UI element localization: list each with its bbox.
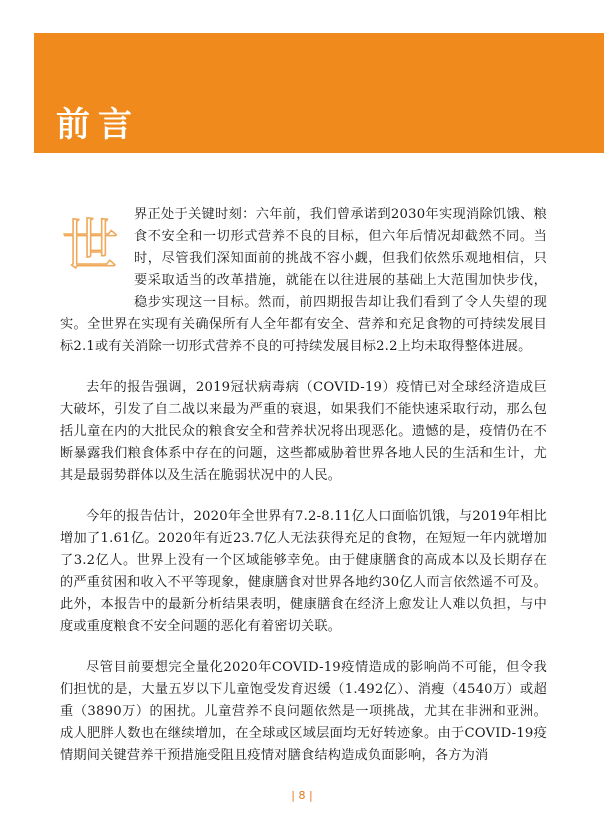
header-banner xyxy=(34,33,604,153)
paragraph-2: 去年的报告强调，2019冠状病毒病（COVID-19）疫情已对全球经济造成巨大破坏，引发了自二战以来最为严重的衰退，如果我们不能快速采取行动，那么包括儿童在内的大批民众的粮食安全和营养状况将出现恶化。遗憾的是，疫情仍在不断暴露我们粮食体系中存在的问题，这些都威胁着世界各地人民的生活和生计，尤其是最弱势群体以及生活在脆弱状况中的人民。 xyxy=(60,380,547,483)
paragraph-4: 尽管目前要想完全量化2020年COVID-19疫情造成的影响尚不可能，但令我们担忧的是，大量五岁以下儿童饱受发育迟缓（1.492亿）、消瘦（4540万）或超重（3890万）的困扰。儿童营养不良问题依然是一项挑战，尤其在非洲和亚洲。成人肥胖人数也在继续增加，在全球或区域层面均无好转迹象。由于COVID-19疫情期间关键营养干预措施受阻且疫情对膳食结构造成负面影响，各方为消 xyxy=(60,660,547,763)
page-number: | 8 | xyxy=(291,789,313,802)
paragraph-3: 今年的报告估计，2020年全世界有7.2-8.11亿人口面临饥饿，与2019年相比增加了1.61亿。2020年有近23.7亿人无法获得充足的食物，在短短一年内就增加了3.2亿人。世界上没有一个区域能够幸免。由于健康膳食的高成本以及长期存在的严重贫困和收入不平等现象，健康膳食对世界各地约30亿人而言依然遥不可及。此外，本报告中的最新分析结果表明，健康膳食在经济上愈发让人难以负担，与中度或重度粮食不安全问题的恶化有着密切关联。 xyxy=(60,509,547,634)
drop-cap: 世 xyxy=(62,214,118,279)
paragraph-1: 界正处于关键时刻：六年前，我们曾承诺到2030年实现消除饥饿、粮食不安全和一切形式营养不良的目标，但六年后情况却截然不同。当时，尽管我们深知面前的挑战不容小觑，但我们依然乐观地相信，只要采取适当的改革措施，就能在以往进展的基础上大范围加快步伐，稳步实现这一目标。然而，前四期报告却让我们看到了令人失望的现实。全世界在实现有关确保所有人全年都有安全、营养和充足食物的可持续发展目标2.1或有关消除一切形式营养不良的可持续发展目标2.2上均未取得整体进展。 xyxy=(60,207,547,354)
body-text xyxy=(60,204,547,786)
page-title: 前言 xyxy=(56,105,140,145)
